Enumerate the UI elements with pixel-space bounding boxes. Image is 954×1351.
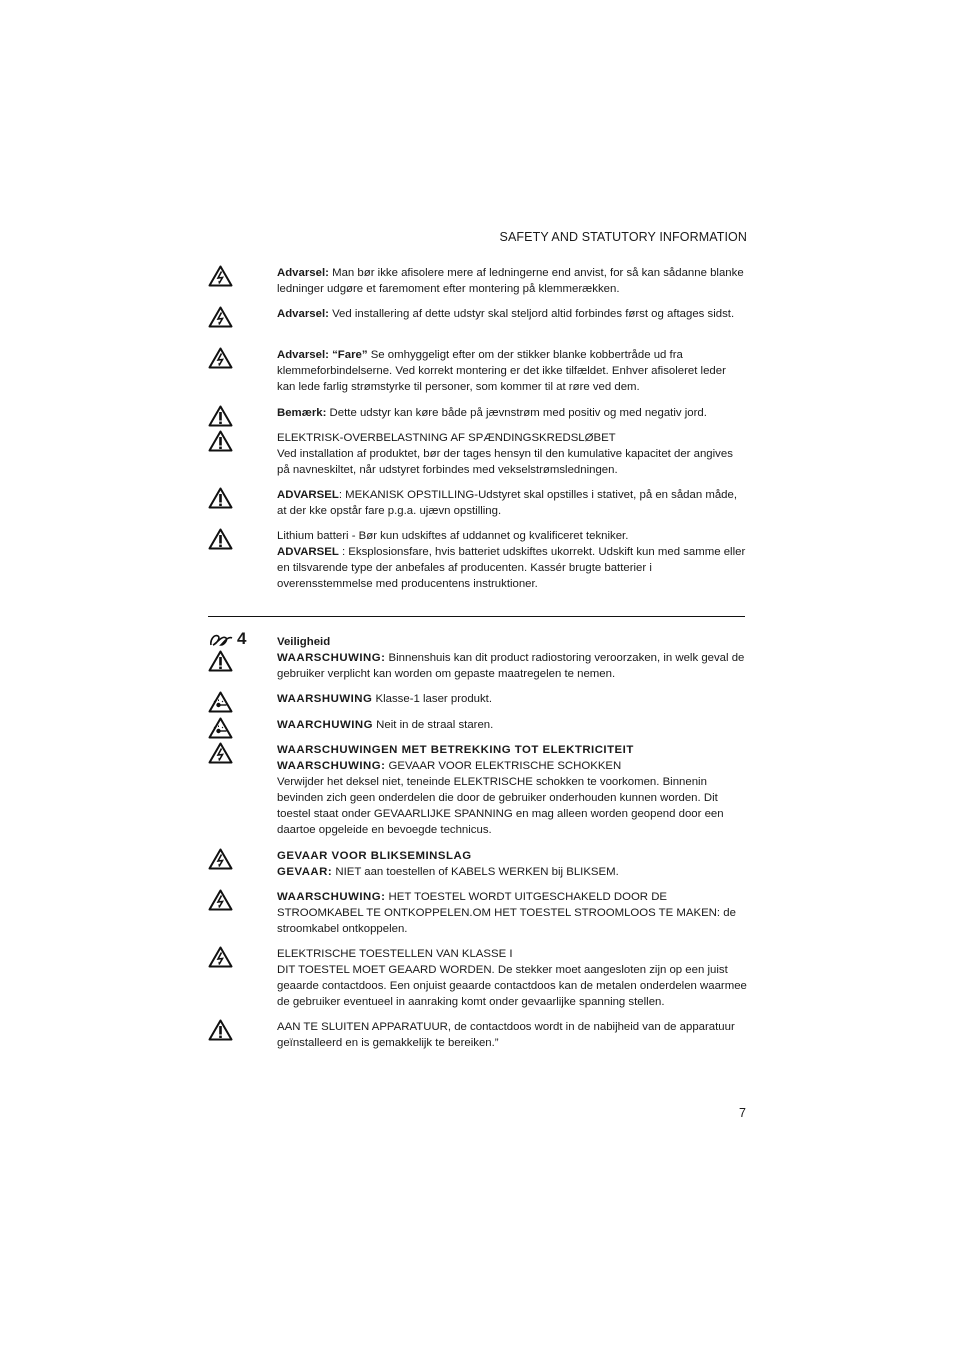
entry-text: Ved installation af produktet, bør der tages hensyn til den kumulative kapacitet der angives på navneskiltet, når udstyret forbindes med vekselstrømsledningen. [277, 448, 733, 476]
entry-heading: Lithium batteri - Bør kun udskiftes af uddannet og kvalificeret tekniker. [277, 530, 629, 542]
page-number: 7 [739, 1106, 746, 1120]
warning-exclamation-icon [208, 487, 233, 509]
warning-bolt-icon [208, 347, 233, 369]
warning-exclamation-icon [208, 1019, 233, 1041]
entry-label: ADVARSEL [277, 489, 339, 501]
warning-bolt-icon [208, 742, 233, 764]
entry-label: Bemærk: [277, 407, 327, 419]
entry-text: HET TOESTEL WORDT UITGESCHAKELD DOOR DE STROOMKABEL TE ONTKOPPELEN.OM HET TOESTEL STROOMLOOS TE MAKEN: de stroomkabel ontkoppelen. [277, 891, 736, 935]
entry-text: Verwijder het deksel niet, teneinde ELEKTRISCHE schokken te voorkomen. Binnenin bevinden zich geen onderdelen die door de gebruiker onderhouden kunnen worden. Dit toestel staat onder GEVAARLIJKE SPANNING en mag alleen worden geopend door een daartoe opgeleide en bevoegde technicus. [277, 776, 724, 836]
laser-warning-icon [208, 691, 233, 713]
entry-text: Klasse-1 laser produkt. [372, 693, 493, 705]
warning-bolt-icon [208, 265, 233, 287]
entry-label: WAARSCHUWING: [277, 652, 386, 664]
entry-label: WAARCHUWING [277, 719, 373, 731]
warning-bolt-icon [208, 889, 233, 911]
entry-text: Neit in de straal staren. [372, 719, 494, 731]
entry-text: Ved installering af dette udstyr skal steljord altid forbindes først og aftages sidst. [328, 308, 735, 320]
entry-heading: ELEKTRISCHE TOESTELLEN VAN KLASSE I [277, 948, 513, 960]
section-title: Veiligheid [277, 636, 331, 648]
section-divider [208, 616, 745, 617]
entry-text: : Eksplosionsfare, hvis batteriet udskiftes ukorrekt. Udskift kun med samme eller en tilsvarende type der anbefales af producenten. Kassér brugte batterier i overensstemmelse med producentens instruktioner. [277, 546, 746, 590]
entry-text: DIT TOESTEL MOET GEAARD WORDEN. De stekker moet aangesloten zijn op een juist geaarde contactdoos. Een onjuist geaarde contactdoos kan de metalen onderdelen waarmee de gebruiker eventueel in aanraking komt onder gevaarlijke spanning stellen. [277, 964, 747, 1008]
entry-subheading: GEVAAR VOOR ELEKTRISCHE SCHOKKEN [385, 760, 622, 772]
entry-text: : MEKANISK OPSTILLING-Udstyret skal opstilles i stativet, på en sådan måde, at der kke opstår fare p.g.a. ujævn opstilling. [277, 489, 738, 517]
entry-label: WAARSCHUWING: [277, 760, 386, 772]
page-header: SAFETY AND STATUTORY INFORMATION [499, 230, 747, 244]
entry-label: WAARSHUWING [277, 693, 373, 705]
warning-exclamation-icon [208, 650, 233, 672]
entry-heading: ELEKTRISK-OVERBELASTNING AF SPÆNDINGSKREDSLØBET [277, 432, 616, 444]
entry-label: Advarsel: [277, 308, 329, 320]
entry-text: Se omhyggeligt efter om der stikker blanke kobbertråde ud fra klemmeforbindelserne. Ved korrekt montering er det ikke tilfældet. Enhver afisoleret leder kan lede farlig strømstyrke til personer, som kommer til at røre ved dem. [277, 349, 726, 393]
warning-bolt-icon [208, 306, 233, 328]
warning-exclamation-icon [208, 430, 233, 452]
warning-exclamation-icon [208, 528, 233, 550]
entry-heading: WAARSCHUWINGEN MET BETREKKING TOT ELEKTRICITEIT [277, 744, 634, 756]
entry-label: Advarsel: “Fare” [277, 349, 368, 361]
entry-label: ADVARSEL [277, 546, 339, 558]
entry-label: Advarsel: [277, 267, 329, 279]
entry-text: Dette udstyr kan køre både på jævnstrøm med positiv og med negativ jord. [326, 407, 707, 419]
entry-heading: GEVAAR VOOR BLIKSEMINSLAG [277, 850, 472, 862]
warning-exclamation-icon [208, 405, 233, 427]
entry-label: GEVAAR: [277, 866, 333, 878]
laser-warning-icon [208, 717, 233, 739]
entry-text: Man bør ikke afisolere mere af ledningerne end anvist, for så kan sådanne blanke ledninger udgøre et faremoment efter montering på klemmerækken. [277, 267, 744, 295]
section-number: 4 [237, 629, 247, 648]
warning-bolt-icon [208, 848, 233, 870]
warning-bolt-icon [208, 946, 233, 968]
entry-text: NIET aan toestellen of KABELS WERKEN bij BLIKSEM. [332, 866, 619, 878]
entry-text: Binnenshuis kan dit product radiostoring veroorzaken, in welk geval de gebruiker verplicht kan worden om gepaste maatregelen te nemen. [277, 652, 745, 680]
entry-text: AAN TE SLUITEN APPARATUUR, de contactdoos wordt in de nabijheid van de apparatuur geïnstalleerd en is gemakkelijk te bereiken.” [277, 1021, 735, 1049]
entry-label: WAARSCHUWING: [277, 891, 386, 903]
